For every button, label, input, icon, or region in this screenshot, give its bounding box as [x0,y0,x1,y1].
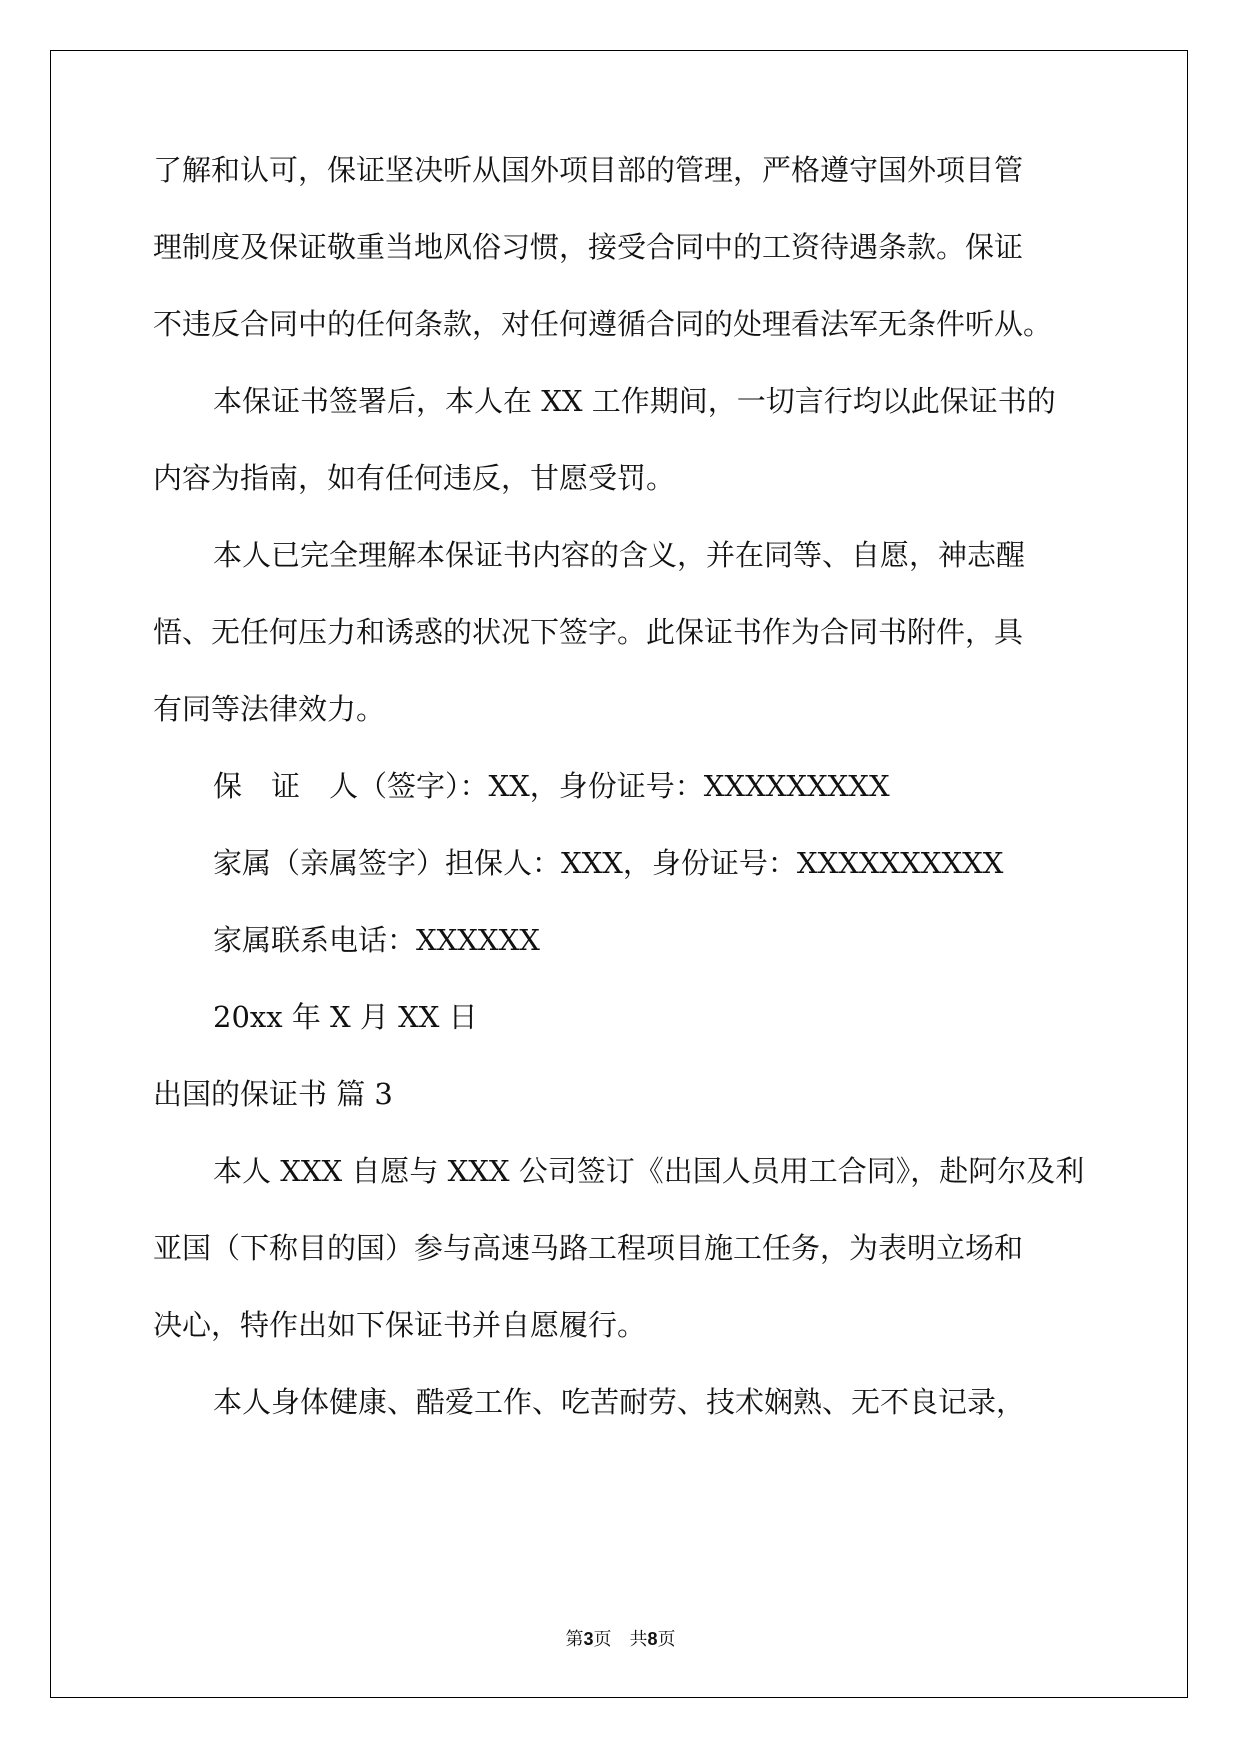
guarantor-line: 保 证 人（签字）：XX，身份证号：XXXXXXXXX [213,769,890,803]
body-line-3: 不违反合同中的任何条款，对任何遵循合同的处理看法军无条件听从。 [153,307,1053,341]
body-line-4: 本保证书签署后，本人在 XX 工作期间，一切言行均以此保证书的 [213,384,1056,418]
date-line: 20xx 年 X 月 XX 日 [213,1000,478,1034]
family-phone-line: 家属联系电话：XXXXXX [213,923,540,957]
body-line-5: 内容为指南，如有任何违反，甘愿受罚。 [153,461,676,495]
body-line-16: 决心，特作出如下保证书并自愿履行。 [153,1308,647,1342]
body-line-8: 有同等法律效力。 [153,692,386,726]
body-line-14: 本人 XXX 自愿与 XXX 公司签订《出国人员用工合同》，赴阿尔及利 [213,1154,1085,1188]
footer-page-suffix: 页 共 [593,1629,648,1650]
body-line-17: 本人身体健康、酷爱工作、吃苦耐劳、技术娴熟、无不良记录， [213,1385,1026,1419]
body-line-6: 本人已完全理解本保证书内容的含义，并在同等、自愿，神志醒 [213,538,1026,572]
body-line-7: 悟、无任何压力和诱惑的状况下签字。此保证书作为合同书附件，具 [153,615,1024,649]
footer-page-number: 3 [583,1629,594,1649]
body-line-2: 理制度及保证敬重当地风俗习惯，接受合同中的工资待遇条款。保证 [153,230,1024,264]
footer-prefix: 第 [565,1629,584,1650]
footer-total-suffix: 页 [657,1629,676,1650]
body-line-15: 亚国（下称目的国）参与高速马路工程项目施工任务，为表明立场和 [153,1231,1024,1265]
section-heading: 出国的保证书 篇 3 [153,1077,393,1111]
body-line-1: 了解和认可，保证坚决听从国外项目部的管理，严格遵守国外项目管 [153,153,1024,187]
family-guarantor-line: 家属（亲属签字）担保人：XXX，身份证号：XXXXXXXXXX [213,846,1004,880]
footer-total-pages: 8 [647,1629,658,1649]
page-footer [0,1625,1241,1651]
